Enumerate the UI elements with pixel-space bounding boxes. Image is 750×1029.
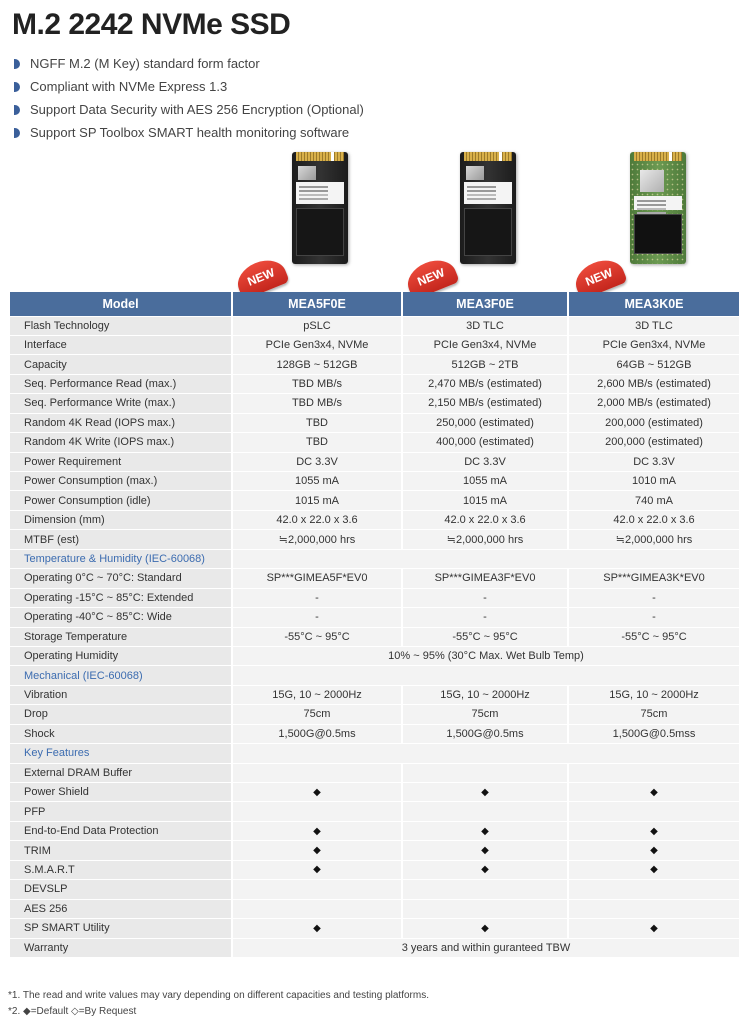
table-row	[10, 530, 740, 549]
cell-value	[402, 802, 568, 821]
cell-value: 2,470 MB/s (estimated)	[402, 374, 568, 393]
cell-value: ◆	[232, 860, 402, 879]
feature-text: Support SP Toolbox SMART health monitoring software	[30, 125, 350, 140]
cell-value	[232, 880, 402, 899]
table-row	[10, 374, 740, 393]
section-row	[10, 744, 740, 763]
cell-value: 75cm	[232, 705, 402, 724]
section-fill	[232, 744, 740, 763]
cell-value	[402, 899, 568, 918]
cell-value: ≒2,000,000 hrs	[568, 530, 740, 549]
bullet-icon	[14, 59, 20, 69]
feature-text: Support Data Security with AES 256 Encryption (Optional)	[30, 102, 364, 117]
cell-value: 64GB ~ 512GB	[568, 355, 740, 374]
table-row	[10, 938, 740, 957]
row-label: Operating -15°C ~ 85°C: Extended	[10, 588, 232, 607]
cell-value	[402, 763, 568, 782]
cell-value: -	[568, 588, 740, 607]
bullet-icon	[14, 128, 20, 138]
feature-item	[14, 78, 364, 101]
table-row	[10, 394, 740, 413]
table-row	[10, 705, 740, 724]
table-row	[10, 646, 740, 665]
table-row	[10, 413, 740, 432]
cell-value: -	[568, 608, 740, 627]
cell-value: 15G, 10 ~ 2000Hz	[568, 685, 740, 704]
cell-value: 740 mA	[568, 491, 740, 510]
row-label: End-to-End Data Protection	[10, 821, 232, 840]
feature-list	[14, 55, 364, 147]
ssd-image	[630, 152, 686, 264]
cell-value: 42.0 x 22.0 x 3.6	[568, 510, 740, 529]
cell-value: ◆	[402, 821, 568, 840]
cell-value: 15G, 10 ~ 2000Hz	[402, 685, 568, 704]
row-label: Dimension (mm)	[10, 510, 232, 529]
product-images	[232, 150, 740, 292]
cell-value: TBD	[232, 413, 402, 432]
section-row	[10, 549, 740, 568]
cell-value: ◆	[402, 841, 568, 860]
table-row	[10, 510, 740, 529]
feature-text: Compliant with NVMe Express 1.3	[30, 79, 228, 94]
page-title: M.2 2242 NVMe SSD	[12, 8, 291, 41]
cell-value: ◆	[232, 919, 402, 938]
feature-text: NGFF M.2 (M Key) standard form factor	[30, 56, 260, 71]
cell-value: ◆	[402, 860, 568, 879]
section-row	[10, 666, 740, 685]
table-row	[10, 588, 740, 607]
cell-value: ≒2,000,000 hrs	[402, 530, 568, 549]
cell-value: 1015 mA	[232, 491, 402, 510]
cell-value: SP***GIMEA3K*EV0	[568, 569, 740, 588]
table-row	[10, 355, 740, 374]
cell-value	[402, 880, 568, 899]
cell-value: 75cm	[568, 705, 740, 724]
table-row	[10, 783, 740, 802]
bullet-icon	[14, 105, 20, 115]
row-label: Power Consumption (max.)	[10, 472, 232, 491]
row-label: TRIM	[10, 841, 232, 860]
section-fill	[232, 549, 740, 568]
spec-table-body	[10, 316, 740, 957]
header-model: Model	[10, 292, 232, 316]
row-label: Operating -40°C ~ 85°C: Wide	[10, 608, 232, 627]
cell-value: 1055 mA	[232, 472, 402, 491]
cell-value: 3D TLC	[568, 316, 740, 335]
new-badge: NEW	[232, 254, 290, 301]
cell-value: 2,000 MB/s (estimated)	[568, 394, 740, 413]
cell-value: TBD MB/s	[232, 374, 402, 393]
cell-value: PCIe Gen3x4, NVMe	[402, 335, 568, 354]
cell-value: DC 3.3V	[568, 452, 740, 471]
cell-value: 200,000 (estimated)	[568, 413, 740, 432]
section-fill	[232, 666, 740, 685]
row-label: Storage Temperature	[10, 627, 232, 646]
cell-value: ◆	[568, 860, 740, 879]
cell-value: ◆	[232, 841, 402, 860]
new-badge: NEW	[402, 254, 460, 301]
footnote-2: *2. ◆=Default ◇=By Request	[8, 1006, 137, 1017]
row-label: Vibration	[10, 685, 232, 704]
cell-value: 42.0 x 22.0 x 3.6	[402, 510, 568, 529]
cell-value	[232, 802, 402, 821]
cell-value: 200,000 (estimated)	[568, 433, 740, 452]
cell-value: -	[402, 588, 568, 607]
cell-value: SP***GIMEA5F*EV0	[232, 569, 402, 588]
ssd-image	[460, 152, 516, 264]
row-label: Random 4K Read (IOPS max.)	[10, 413, 232, 432]
cell-value: 128GB ~ 512GB	[232, 355, 402, 374]
cell-value: ◆	[232, 821, 402, 840]
row-label: PFP	[10, 802, 232, 821]
row-label: MTBF (est)	[10, 530, 232, 549]
cell-value: 1010 mA	[568, 472, 740, 491]
cell-value: ◆	[568, 919, 740, 938]
feature-item	[14, 55, 364, 78]
row-label: Shock	[10, 724, 232, 743]
cell-value: 400,000 (estimated)	[402, 433, 568, 452]
footnote-1: *1. The read and write values may vary depending on different capacities and testing platforms.	[8, 990, 429, 1001]
cell-value: 250,000 (estimated)	[402, 413, 568, 432]
cell-value: ◆	[232, 783, 402, 802]
row-label: Seq. Performance Write (max.)	[10, 394, 232, 413]
table-row	[10, 880, 740, 899]
cell-value	[568, 899, 740, 918]
table-row	[10, 763, 740, 782]
table-row	[10, 821, 740, 840]
cell-value: ◆	[568, 783, 740, 802]
row-label: Random 4K Write (IOPS max.)	[10, 433, 232, 452]
cell-value	[232, 899, 402, 918]
spec-table	[10, 292, 741, 958]
cell-value: ◆	[402, 783, 568, 802]
cell-value: 2,600 MB/s (estimated)	[568, 374, 740, 393]
table-row	[10, 433, 740, 452]
row-label: Mechanical (IEC-60068)	[10, 666, 232, 685]
row-label: Interface	[10, 335, 232, 354]
row-label: Drop	[10, 705, 232, 724]
cell-value: TBD MB/s	[232, 394, 402, 413]
product-mea5f0e	[232, 150, 402, 292]
row-label: Warranty	[10, 938, 232, 957]
cell-value: -	[402, 608, 568, 627]
cell-value: pSLC	[232, 316, 402, 335]
cell-value: ◆	[568, 821, 740, 840]
cell-value: DC 3.3V	[402, 452, 568, 471]
cell-value: 3 years and within guranteed TBW	[232, 938, 740, 957]
cell-value	[568, 802, 740, 821]
cell-value: -55°C ~ 95°C	[568, 627, 740, 646]
cell-value: 512GB ~ 2TB	[402, 355, 568, 374]
table-row	[10, 724, 740, 743]
ssd-image	[292, 152, 348, 264]
cell-value: ◆	[402, 919, 568, 938]
cell-value: 3D TLC	[402, 316, 568, 335]
cell-value: 10% ~ 95% (30°C Max. Wet Bulb Temp)	[232, 646, 740, 665]
cell-value: SP***GIMEA3F*EV0	[402, 569, 568, 588]
table-row	[10, 491, 740, 510]
feature-item	[14, 124, 364, 147]
row-label: AES 256	[10, 899, 232, 918]
table-row	[10, 841, 740, 860]
row-label: DEVSLP	[10, 880, 232, 899]
row-label: Key Features	[10, 744, 232, 763]
cell-value: 42.0 x 22.0 x 3.6	[232, 510, 402, 529]
cell-value: -	[232, 588, 402, 607]
table-row	[10, 608, 740, 627]
header-mea5f0e: MEA5F0E	[232, 292, 402, 316]
row-label: Flash Technology	[10, 316, 232, 335]
table-header-row	[10, 292, 740, 316]
table-row	[10, 569, 740, 588]
row-label: Capacity	[10, 355, 232, 374]
cell-value: 15G, 10 ~ 2000Hz	[232, 685, 402, 704]
cell-value	[568, 763, 740, 782]
header-mea3k0e: MEA3K0E	[568, 292, 740, 316]
cell-value: -	[232, 608, 402, 627]
cell-value: PCIe Gen3x4, NVMe	[568, 335, 740, 354]
bullet-icon	[14, 82, 20, 92]
table-row	[10, 899, 740, 918]
product-mea3f0e	[402, 150, 568, 292]
cell-value: 1055 mA	[402, 472, 568, 491]
cell-value	[232, 763, 402, 782]
row-label: S.M.A.R.T	[10, 860, 232, 879]
cell-value: 1,500G@0.5ms	[402, 724, 568, 743]
cell-value: 75cm	[402, 705, 568, 724]
table-row	[10, 685, 740, 704]
cell-value: ≒2,000,000 hrs	[232, 530, 402, 549]
row-label: External DRAM Buffer	[10, 763, 232, 782]
row-label: Power Requirement	[10, 452, 232, 471]
table-row	[10, 627, 740, 646]
header-mea3f0e: MEA3F0E	[402, 292, 568, 316]
cell-value: 1015 mA	[402, 491, 568, 510]
cell-value	[568, 880, 740, 899]
row-label: Operating Humidity	[10, 646, 232, 665]
table-row	[10, 860, 740, 879]
row-label: Temperature & Humidity (IEC-60068)	[10, 549, 232, 568]
cell-value: PCIe Gen3x4, NVMe	[232, 335, 402, 354]
row-label: SP SMART Utility	[10, 919, 232, 938]
cell-value: -55°C ~ 95°C	[232, 627, 402, 646]
table-row	[10, 452, 740, 471]
table-row	[10, 802, 740, 821]
row-label: Power Shield	[10, 783, 232, 802]
cell-value: 1,500G@0.5ms	[232, 724, 402, 743]
row-label: Seq. Performance Read (max.)	[10, 374, 232, 393]
table-row	[10, 316, 740, 335]
table-row	[10, 472, 740, 491]
cell-value: -55°C ~ 95°C	[402, 627, 568, 646]
feature-item	[14, 101, 364, 124]
cell-value: TBD	[232, 433, 402, 452]
cell-value: 2,150 MB/s (estimated)	[402, 394, 568, 413]
new-badge: NEW	[570, 254, 628, 301]
product-mea3k0e	[568, 150, 740, 292]
table-row	[10, 919, 740, 938]
cell-value: ◆	[568, 841, 740, 860]
table-row	[10, 335, 740, 354]
cell-value: DC 3.3V	[232, 452, 402, 471]
row-label: Operating 0°C ~ 70°C: Standard	[10, 569, 232, 588]
row-label: Power Consumption (idle)	[10, 491, 232, 510]
cell-value: 1,500G@0.5mss	[568, 724, 740, 743]
